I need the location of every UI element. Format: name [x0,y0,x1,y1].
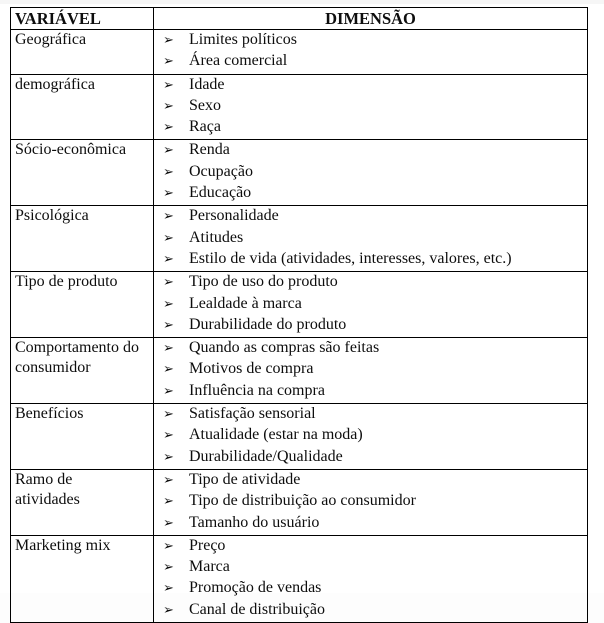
variable-cell: Tipo de produto [11,272,154,338]
arrow-bullet-icon: ➢ [163,77,174,93]
arrow-bullet-icon: ➢ [163,341,174,357]
dimension-text: Motivos de compra [189,360,314,378]
arrow-bullet-icon: ➢ [163,515,174,531]
dimension-item [163,470,583,491]
table-row [11,140,588,206]
dimension-text: Canal de distribuição [189,600,325,618]
arrow-bullet-icon: ➢ [163,209,174,225]
arrow-bullet-icon: ➢ [163,251,174,267]
dimension-text: Durabilidade/Qualidade [189,447,343,465]
dimension-item [163,228,583,249]
dimension-text: Tamanho do usuário [189,513,320,531]
dimension-item [163,447,583,468]
dimension-item [163,557,583,578]
table-row [11,338,588,404]
arrow-bullet-icon: ➢ [163,538,174,554]
segmentation-table [10,7,588,623]
arrow-bullet-icon: ➢ [163,560,174,576]
dimension-cell [154,74,588,140]
dimension-cell [154,140,588,206]
dimension-text: Satisfação sensorial [189,405,316,423]
column-header-variable: VARIÁVEL [11,8,154,30]
arrow-bullet-icon: ➢ [163,164,174,180]
dimension-cell [154,272,588,338]
table-row [11,74,588,140]
dimension-text: Ocupação [189,162,253,180]
variable-cell: Comportamento do consumidor [11,338,154,404]
dimension-text: Promoção de vendas [189,579,322,597]
arrow-bullet-icon: ➢ [163,602,174,618]
dimension-item [163,359,583,380]
dimension-item [163,404,583,425]
dimension-item [163,249,583,270]
dimension-item [163,381,583,402]
variable-cell: Ramo de atividades [11,469,154,535]
dimension-cell [154,206,588,272]
table-body [11,30,588,623]
column-header-dimension: DIMENSÃO [154,8,588,30]
dimension-item [163,491,583,512]
dimension-cell [154,535,588,622]
variable-cell: Benefícios [11,404,154,470]
arrow-bullet-icon: ➢ [163,449,174,465]
dimension-cell [154,338,588,404]
dimension-item [163,140,583,161]
dimension-item [163,600,583,621]
arrow-bullet-icon: ➢ [163,317,174,333]
dimension-item [163,96,583,117]
dimension-text: Estilo de vida (atividades, interesses, valores, etc.) [189,249,512,267]
dimension-text: Marca [189,558,230,576]
dimension-text: Sexo [189,96,221,114]
dimension-item [163,272,583,293]
dimension-text: Tipo de distribuição ao consumidor [189,492,416,510]
dimension-item [163,315,583,336]
dimension-text: Quando as compras são feitas [189,339,380,357]
table-row [11,535,588,622]
arrow-bullet-icon: ➢ [163,407,174,423]
dimension-item [163,206,583,227]
dimension-text: Renda [189,141,230,159]
dimension-text: Educação [189,184,252,202]
dimension-text: Tipo de atividade [189,470,301,488]
dimension-item [163,162,583,183]
table-row [11,206,588,272]
dimension-text: Lealdade à marca [189,294,302,312]
arrow-bullet-icon: ➢ [163,472,174,488]
dimension-item [163,75,583,96]
arrow-bullet-icon: ➢ [163,54,174,70]
table-header [11,8,588,30]
table-row [11,30,588,75]
dimension-text: Influência na compra [189,381,325,399]
arrow-bullet-icon: ➢ [163,494,174,510]
dimension-cell [154,30,588,75]
arrow-bullet-icon: ➢ [163,120,174,136]
table-row [11,469,588,535]
dimension-text: Área comercial [189,52,288,70]
dimension-text: Limites políticos [189,31,297,48]
variable-cell: Psicológica [11,206,154,272]
arrow-bullet-icon: ➢ [163,230,174,246]
dimension-text: Raça [189,118,221,136]
dimension-item [163,51,583,72]
arrow-bullet-icon: ➢ [163,581,174,597]
dimension-text: Atitudes [189,228,244,246]
dimension-item [163,536,583,557]
header-row [11,8,588,30]
dimension-item [163,183,583,204]
arrow-bullet-icon: ➢ [163,98,174,114]
dimension-text: Idade [189,75,225,93]
arrow-bullet-icon: ➢ [163,275,174,291]
dimension-item [163,30,583,51]
variable-cell: Marketing mix [11,535,154,622]
arrow-bullet-icon: ➢ [163,296,174,312]
dimension-item [163,578,583,599]
dimension-cell [154,404,588,470]
variable-cell: Sócio-econômica [11,140,154,206]
arrow-bullet-icon: ➢ [163,383,174,399]
variable-cell: Geográfica [11,30,154,75]
dimension-item [163,513,583,534]
arrow-bullet-icon: ➢ [163,362,174,378]
dimension-item [163,425,583,446]
dimension-item [163,117,583,138]
arrow-bullet-icon: ➢ [163,186,174,202]
dimension-item [163,294,583,315]
dimension-text: Durabilidade do produto [189,315,347,333]
table-row [11,404,588,470]
dimension-item [163,338,583,359]
table-row [11,272,588,338]
dimension-cell [154,469,588,535]
arrow-bullet-icon: ➢ [163,33,174,48]
arrow-bullet-icon: ➢ [163,428,174,444]
dimension-text: Tipo de uso do produto [189,273,338,291]
variable-cell: demográfica [11,74,154,140]
arrow-bullet-icon: ➢ [163,143,174,159]
dimension-text: Personalidade [189,207,279,225]
dimension-text: Atualidade (estar na moda) [189,426,363,444]
dimension-text: Preço [189,536,226,554]
